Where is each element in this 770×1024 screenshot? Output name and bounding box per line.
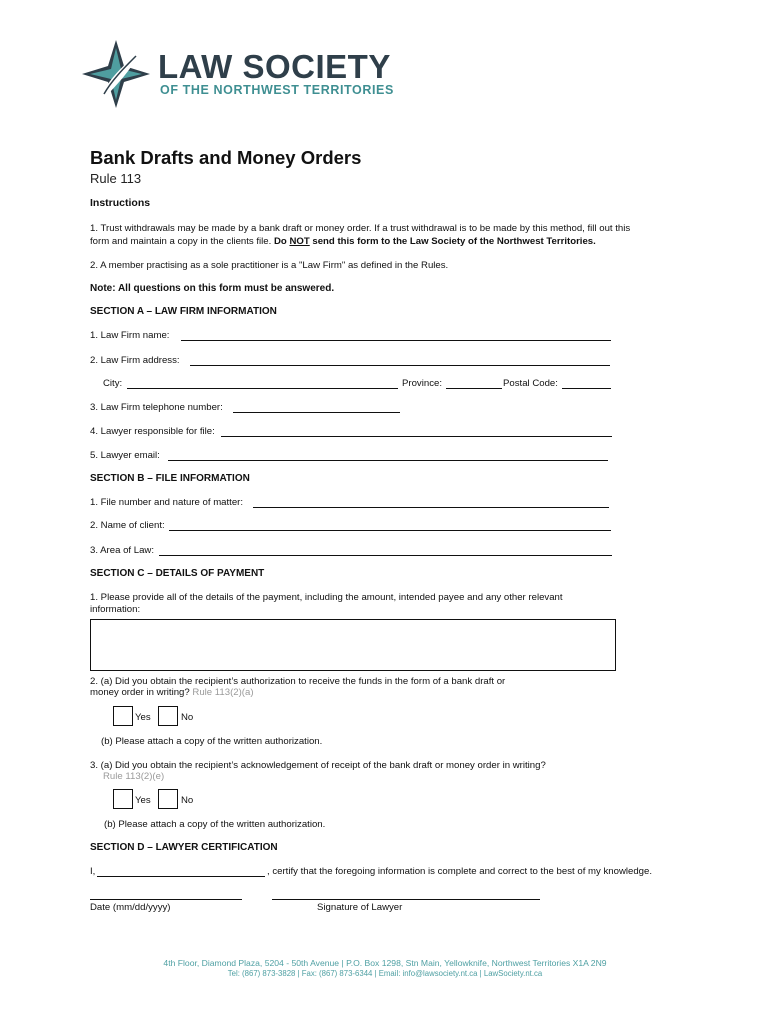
footer-address: 4th Floor, Diamond Plaza, 5204 - 50th Avenue | P.O. Box 1298, Stn Main, Yellowknife, Northwest Territories X1A 2N9 <box>163 958 607 968</box>
authorization-no-checkbox[interactable] <box>158 706 178 726</box>
telephone-field[interactable] <box>233 402 400 413</box>
law-firm-name-label: 1. Law Firm name: <box>90 330 170 341</box>
logo-subtitle: OF THE NORTHWEST TERRITORIES <box>160 83 394 97</box>
law-firm-address-field[interactable] <box>190 355 610 366</box>
postal-code-label: Postal Code: <box>503 378 558 389</box>
file-number-field[interactable] <box>253 497 609 508</box>
rule-reference: Rule 113 <box>90 171 142 186</box>
section-c-heading: SECTION C – DETAILS OF PAYMENT <box>90 568 265 579</box>
authorization-question-text: money order in writing? <box>90 687 190 698</box>
city-label: City: <box>103 378 123 389</box>
authorization-question-line2 <box>90 687 254 698</box>
authorization-yes-checkbox[interactable] <box>113 706 133 726</box>
lawyer-email-field[interactable] <box>168 450 608 461</box>
instruction-1-line2 <box>90 236 596 247</box>
province-field[interactable] <box>446 378 502 389</box>
lawyer-email-label: 5. Lawyer email: <box>90 450 160 461</box>
payment-details-line1: 1. Please provide all of the details of the payment, including the amount, intended payee and any other relevant <box>90 592 563 603</box>
certification-name-field[interactable] <box>97 866 265 877</box>
law-society-logo-icon <box>80 38 152 110</box>
instruction-1-bold-text: send this form to the Law Society of the Northwest Territories. <box>312 236 596 247</box>
page-title: Bank Drafts and Money Orders <box>90 147 362 168</box>
date-signature-line[interactable] <box>90 899 242 900</box>
payment-details-textbox[interactable] <box>90 619 616 671</box>
lawyer-responsible-field[interactable] <box>221 426 612 437</box>
authorization-question-line1: 2. (a) Did you obtain the recipient’s authorization to receive the funds in the form of a bank draft or <box>90 676 506 687</box>
acknowledgement-yes-label: Yes <box>135 795 151 806</box>
law-firm-name-field[interactable] <box>181 330 611 341</box>
logo-wordmark: LAW SOCIETY <box>158 48 391 85</box>
city-field[interactable] <box>127 378 398 389</box>
authorization-attach-note: (b) Please attach a copy of the written authorization. <box>101 736 323 747</box>
postal-code-field[interactable] <box>562 378 611 389</box>
acknowledgement-attach-note: (b) Please attach a copy of the written authorization. <box>104 819 326 830</box>
acknowledgement-yes-checkbox[interactable] <box>113 789 133 809</box>
acknowledgement-question: 3. (a) Did you obtain the recipient’s acknowledgement of receipt of the bank draft or money order in writing? <box>90 760 546 771</box>
acknowledgement-no-label: No <box>181 795 194 806</box>
file-number-label: 1. File number and nature of matter: <box>90 497 244 508</box>
law-firm-address-label: 2. Law Firm address: <box>90 355 180 366</box>
acknowledgement-rule-ref: Rule 113(2)(e) <box>103 771 165 782</box>
client-name-field[interactable] <box>169 520 611 531</box>
signature-label: Signature of Lawyer <box>317 902 403 913</box>
certification-text: , certify that the foregoing information is complete and correct to the best of my knowledge. <box>267 866 653 877</box>
authorization-yes-label: Yes <box>135 712 151 723</box>
lawyer-signature-line[interactable] <box>272 899 540 900</box>
area-of-law-field[interactable] <box>159 545 612 556</box>
authorization-no-label: No <box>181 712 194 723</box>
instructions-heading: Instructions <box>90 197 151 209</box>
authorization-rule-ref: Rule 113(2)(a) <box>192 687 254 698</box>
section-a-heading: SECTION A – LAW FIRM INFORMATION <box>90 306 277 317</box>
note: Note: All questions on this form must be answered. <box>90 283 335 294</box>
instruction-1-do: Do <box>273 236 287 247</box>
instruction-1-not: NOT <box>289 236 310 247</box>
footer-contact: Tel: (867) 873-3828 | Fax: (867) 873-6344 | Email: info@lawsociety.nt.ca | LawSociety.nt.ca <box>227 969 543 978</box>
lawyer-responsible-label: 4. Lawyer responsible for file: <box>90 426 215 437</box>
section-b-heading: SECTION B – FILE INFORMATION <box>90 473 250 484</box>
date-label: Date (mm/dd/yyyy) <box>90 902 171 913</box>
instruction-1-text: form and maintain a copy in the clients file. <box>90 236 272 247</box>
certification-prefix: I, <box>90 866 96 877</box>
province-label: Province: <box>402 378 442 389</box>
instruction-1-line1: 1. Trust withdrawals may be made by a bank draft or money order. If a trust withdrawal is to be made by this method, fill out this <box>90 223 631 234</box>
area-of-law-label: 3. Area of Law: <box>90 545 154 556</box>
instruction-2: 2. A member practising as a sole practitioner is a "Law Firm" as defined in the Rules. <box>90 260 449 271</box>
client-name-label: 2. Name of client: <box>90 520 165 531</box>
telephone-label: 3. Law Firm telephone number: <box>90 402 223 413</box>
payment-details-line2: information: <box>90 604 141 615</box>
section-d-heading: SECTION D – LAWYER CERTIFICATION <box>90 842 278 853</box>
acknowledgement-no-checkbox[interactable] <box>158 789 178 809</box>
